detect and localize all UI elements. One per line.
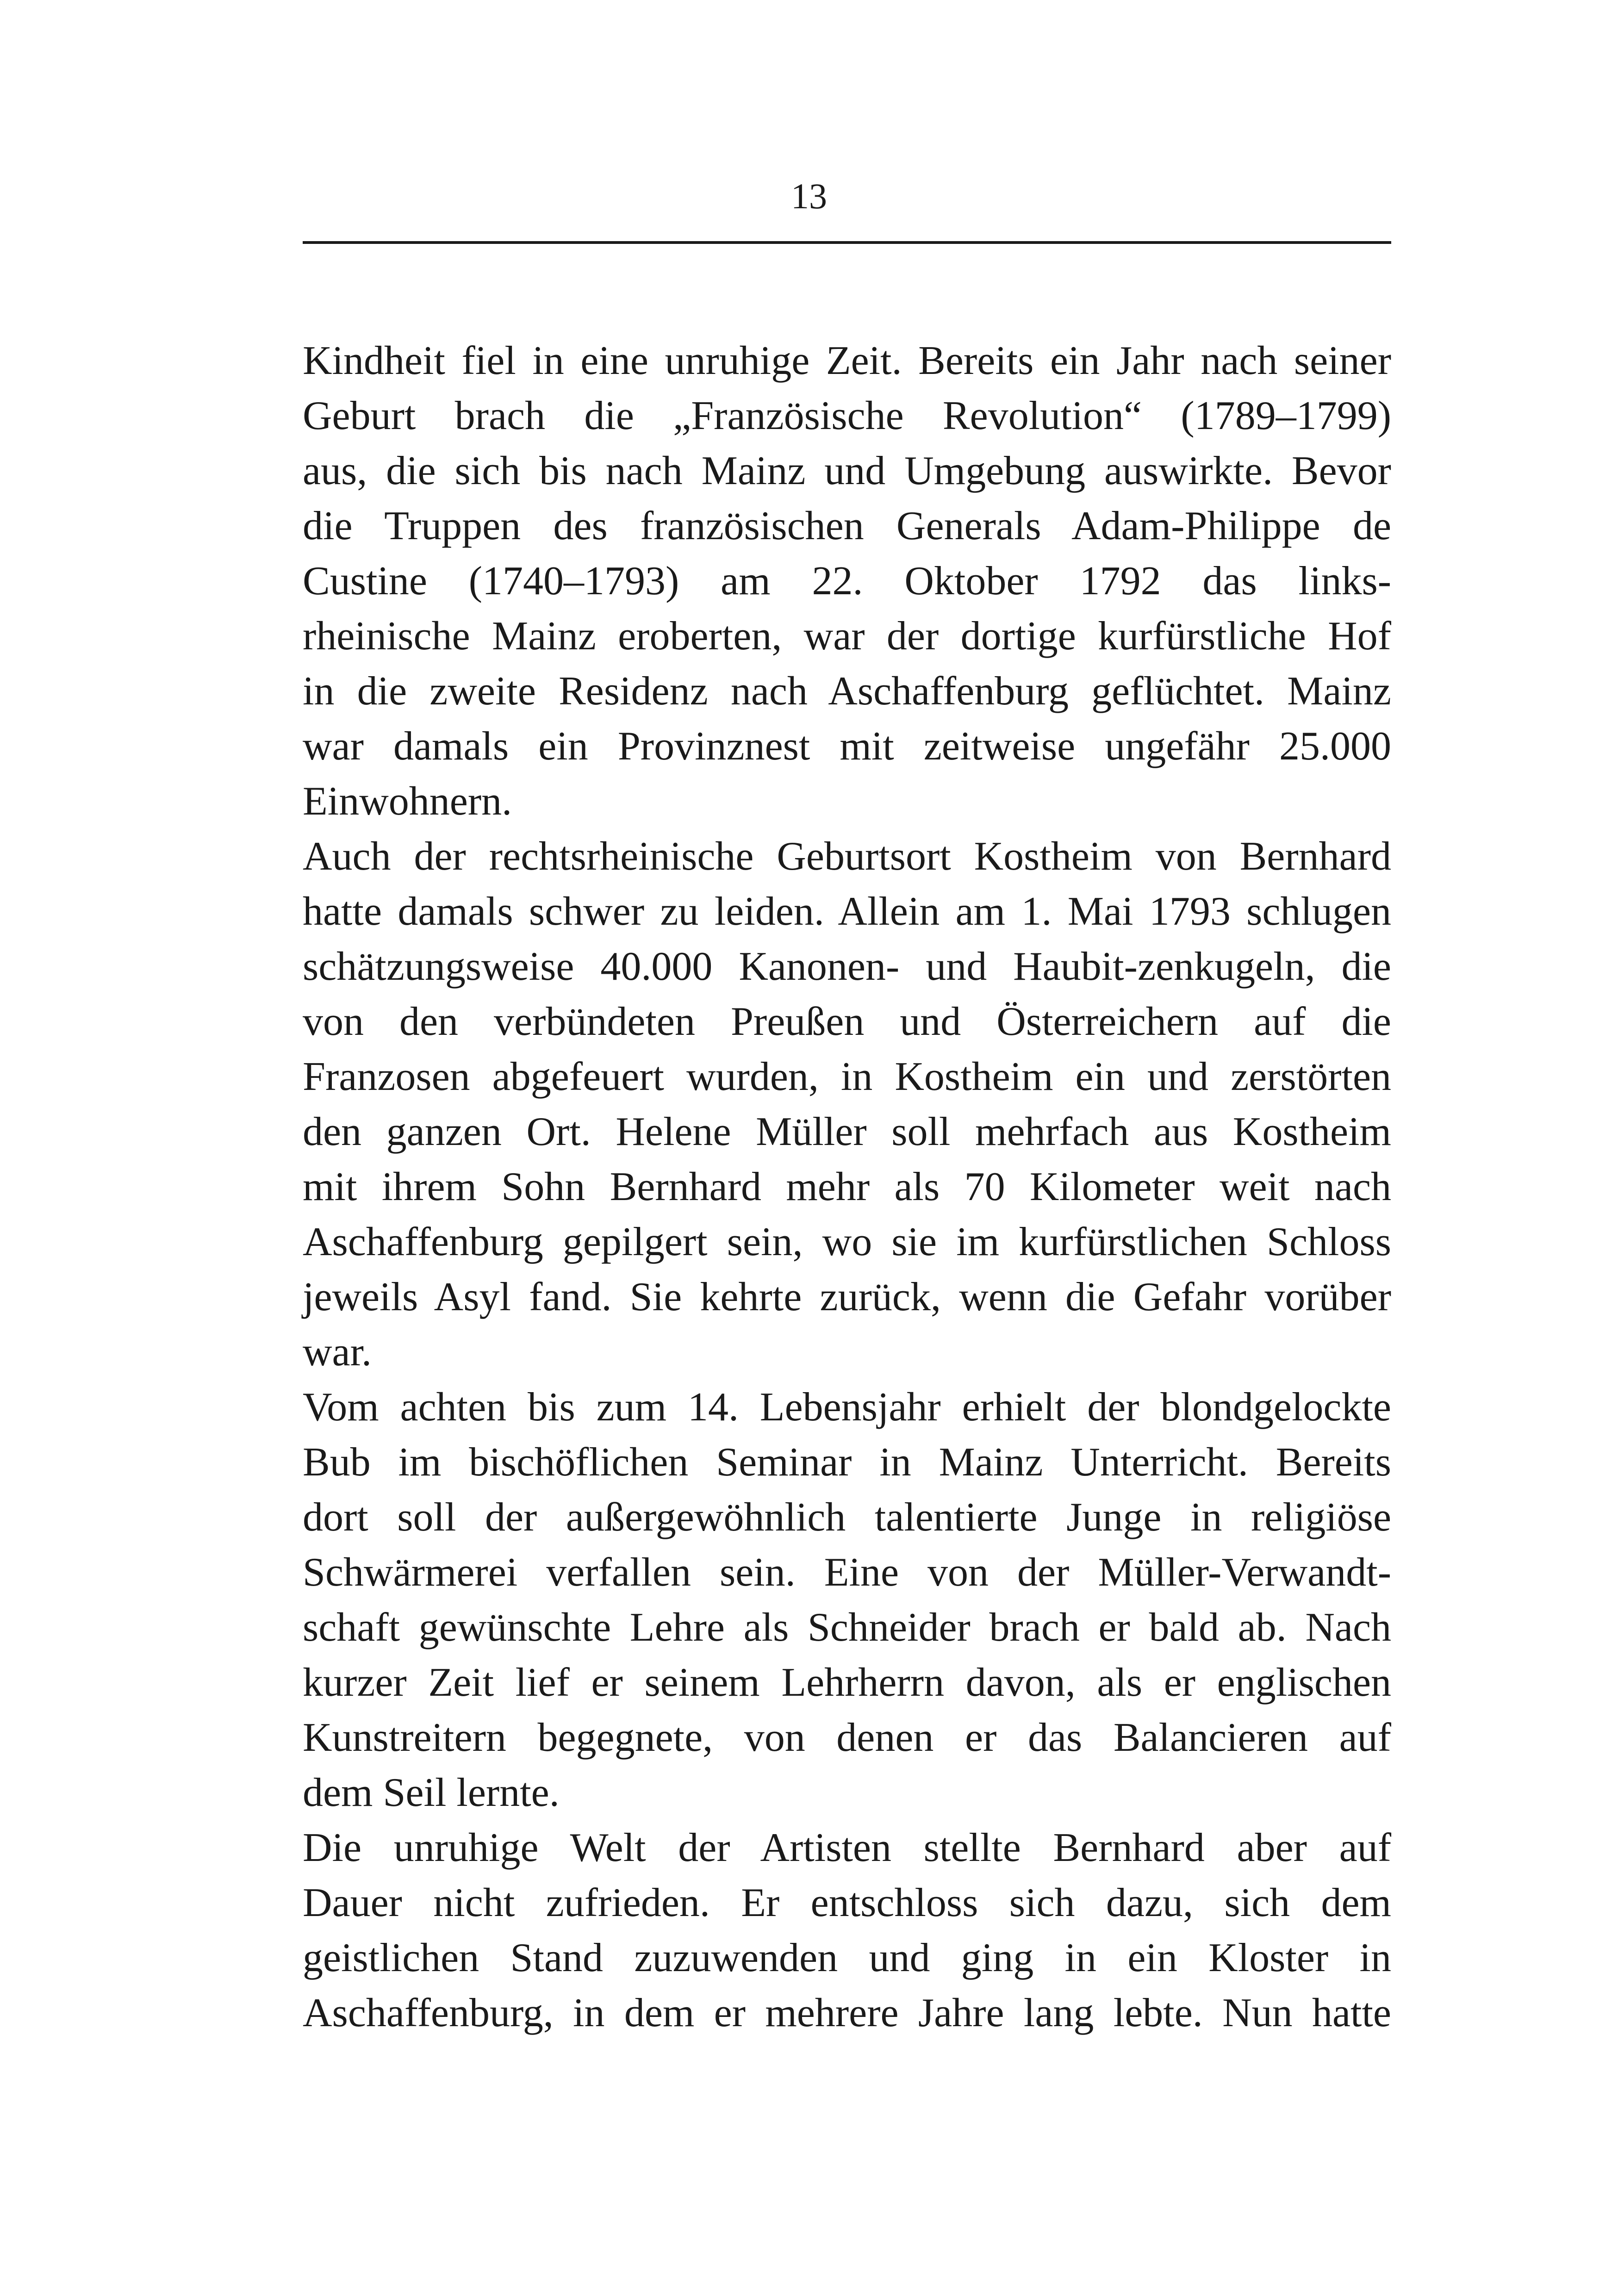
text-line: Auch der rechtsrheinische Geburtsort Kostheim von Bernhard: [303, 834, 1391, 879]
text-line: Geburt brach die „Französische Revolution“ (1789–1799): [303, 393, 1391, 438]
text-line: Bub im bischöflichen Seminar in Mainz Unterricht. Bereits: [303, 1440, 1391, 1485]
text-line: von den verbündeten Preußen und Österreichern auf die: [303, 999, 1391, 1044]
text-line: mit ihrem Sohn Bernhard mehr als 70 Kilometer weit nach: [303, 1164, 1391, 1209]
text-line: Aschaffenburg gepilgert sein, wo sie im kurfürstlichen Schloss: [303, 1220, 1391, 1264]
text-line: Vom achten bis zum 14. Lebensjahr erhielt der blondgelockte: [303, 1385, 1391, 1430]
text-line: den ganzen Ort. Helene Müller soll mehrfach aus Kostheim: [303, 1109, 1391, 1154]
text-line: kurzer Zeit lief er seinem Lehrherrn davon, als er englischen: [303, 1660, 1391, 1705]
text-line: dem Seil lernte.: [303, 1770, 560, 1815]
text-line: Kunstreitern begegnete, von denen er das Balancieren auf: [303, 1715, 1391, 1760]
text-line: hatte damals schwer zu leiden. Allein am 1. Mai 1793 schlugen: [303, 889, 1391, 934]
text-line: in die zweite Residenz nach Aschaffenburg geflüchtet. Mainz: [303, 669, 1391, 714]
header-rule: [303, 241, 1391, 244]
text-line: Die unruhige Welt der Artisten stellte Bernhard aber auf: [303, 1825, 1391, 1870]
body-text: [303, 333, 1391, 2041]
text-line: die Truppen des französischen Generals Adam-Philippe de: [303, 504, 1391, 548]
text-line: Dauer nicht zufrieden. Er entschloss sich dazu, sich dem: [303, 1880, 1391, 1925]
text-line: war damals ein Provinznest mit zeitweise ungefähr 25.000: [303, 724, 1391, 769]
text-line: geistlichen Stand zuzuwenden und ging in ein Kloster in: [303, 1935, 1391, 1980]
text-line: Kindheit fiel in eine unruhige Zeit. Bereits ein Jahr nach seiner: [303, 338, 1391, 383]
text-line: Franzosen abgefeuert wurden, in Kostheim ein und zerstörten: [303, 1054, 1391, 1099]
text-line: Custine (1740–1793) am 22. Oktober 1792 das links-: [303, 559, 1391, 604]
text-line: war.: [303, 1330, 372, 1375]
text-line: schaft gewünschte Lehre als Schneider brach er bald ab. Nach: [303, 1605, 1391, 1650]
text-line: dort soll der außergewöhnlich talentierte Junge in religiöse: [303, 1495, 1391, 1540]
text-line: aus, die sich bis nach Mainz und Umgebung auswirkte. Bevor: [303, 448, 1391, 493]
text-line: Schwärmerei verfallen sein. Eine von der Müller-Verwandt-: [303, 1550, 1391, 1595]
text-line: schätzungsweise 40.000 Kanonen- und Haubit-zenkugeln, die: [303, 944, 1391, 989]
page-number: 13: [791, 176, 827, 216]
text-line: jeweils Asyl fand. Sie kehrte zurück, wenn die Gefahr vorüber: [303, 1275, 1391, 1319]
text-line: rheinische Mainz eroberten, war der dortige kurfürstliche Hof: [303, 614, 1391, 659]
text-line: Aschaffenburg, in dem er mehrere Jahre lang lebte. Nun hatte: [303, 1991, 1391, 2035]
text-line: Einwohnern.: [303, 779, 512, 824]
